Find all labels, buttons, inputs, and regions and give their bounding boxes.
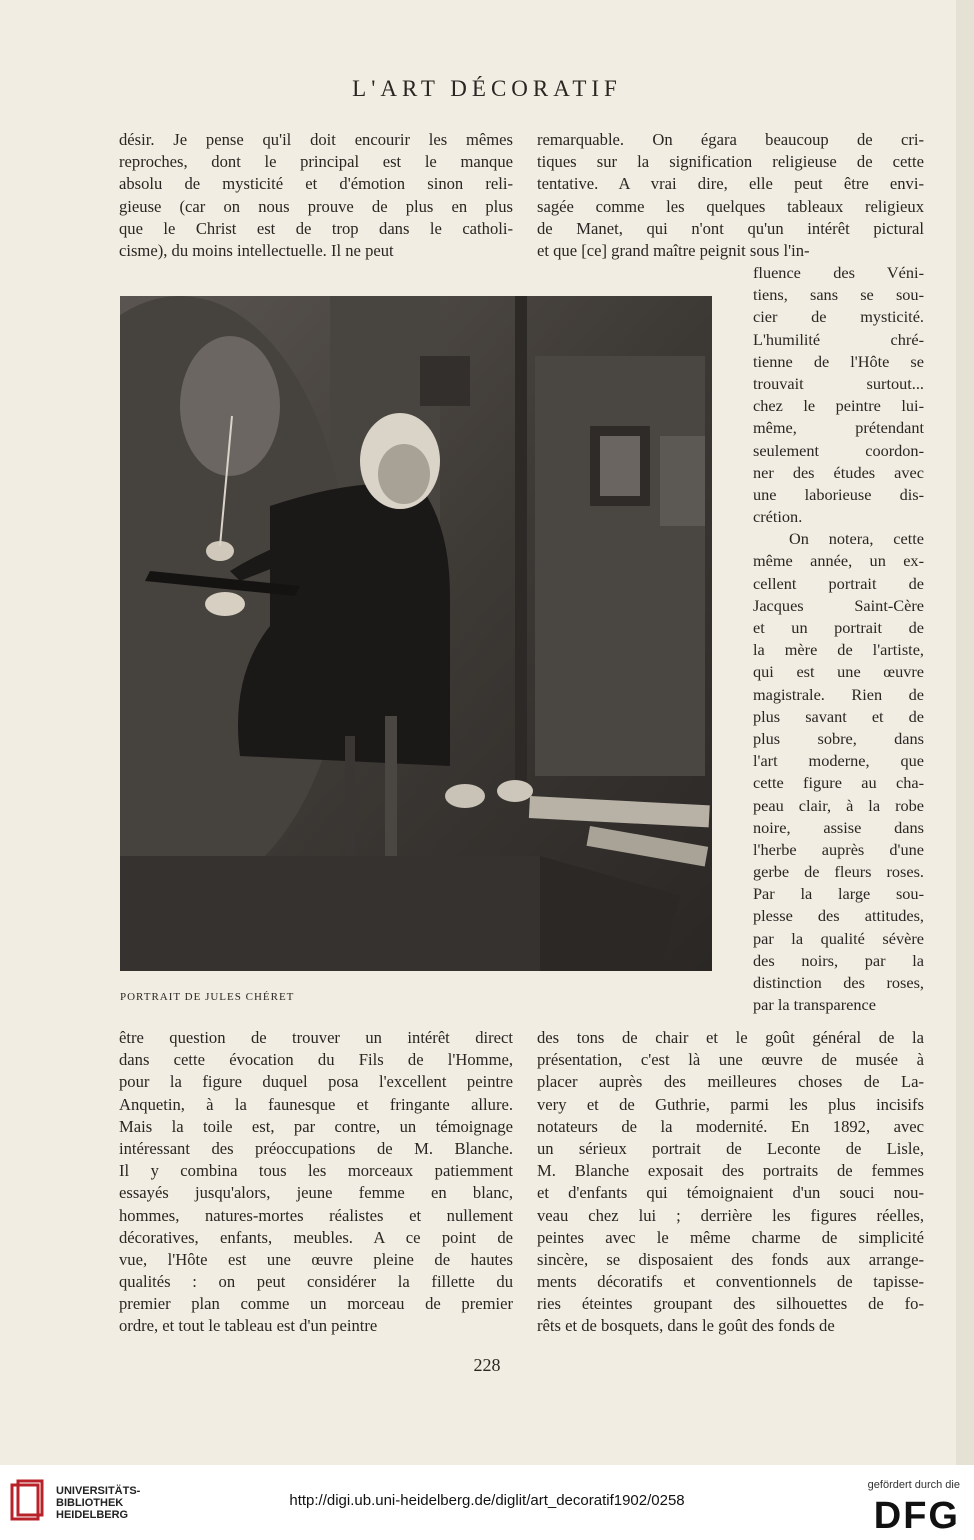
- text-line: sagée comme les quelques tableaux religieux: [537, 196, 924, 216]
- text-line: cellent portrait de: [753, 573, 924, 593]
- portrait-illustration: [120, 296, 712, 971]
- text-line: On notera, cette: [789, 529, 924, 549]
- text-line: trouvait surtout...: [753, 373, 924, 393]
- text-line: une laborieuse dis-: [753, 484, 924, 504]
- running-title: L'ART DÉCORATIF: [352, 76, 622, 101]
- text-line: L'humilité chré-: [753, 329, 924, 349]
- text-line: être question de trouver un intérêt direct: [119, 1028, 513, 1047]
- footer-bar: [0, 1465, 974, 1540]
- text-line: M. Blanche exposait des portraits de femmes: [537, 1161, 924, 1181]
- text-line: par la transparence: [753, 995, 876, 1015]
- text-line: et que [ce] grand maître peignit sous l'in-: [537, 240, 810, 260]
- text-line: cier de mysticité.: [753, 307, 924, 327]
- text-column-left-top: [119, 129, 513, 262]
- text-line: essayés jusqu'alors, jeune femme en blanc,: [119, 1183, 513, 1203]
- permalink-url[interactable]: http://digi.ub.uni-heidelberg.de/diglit/art_decoratif1902/0258: [289, 1492, 685, 1509]
- text-line: premier plan comme un morceau de premier: [119, 1294, 513, 1314]
- text-line: cisme), du moins intellectuelle. Il ne peut: [119, 240, 394, 260]
- text-line: plus savant et de: [753, 706, 924, 726]
- text-line: very et de Guthrie, parmi les plus incisifs: [537, 1094, 924, 1114]
- text-line: ordre, et tout le tableau est d'un peintre: [119, 1316, 378, 1336]
- text-line: plus sobre, dans: [753, 728, 924, 748]
- text-line: et un portrait de: [753, 618, 924, 637]
- text-line: qualités : on peut considérer la fillette du: [119, 1272, 513, 1292]
- text-line: l'herbe auprès d'une: [753, 839, 924, 859]
- text-line: chez le peintre lui-: [753, 396, 924, 416]
- text-line: hommes, natures-mortes réalistes et nullement: [119, 1205, 513, 1225]
- page-number: 228: [473, 1355, 501, 1375]
- text-line: pour la figure duquel posa l'excellent peintre: [119, 1072, 513, 1092]
- text-line: rêts et de bosquets, dans le goût des fonds de: [537, 1316, 835, 1336]
- text-line: remarquable. On égara beaucoup de cri-: [537, 130, 924, 149]
- text-column-narrow: [753, 262, 924, 1016]
- text-line: fluence des Véni-: [753, 263, 924, 282]
- text-line: ner des études avec: [753, 462, 924, 482]
- text-line: distinction des roses,: [753, 973, 924, 992]
- text-line: notateurs de la modernité. En 1892, avec: [537, 1116, 924, 1136]
- text-line: tiques sur la signification religieuse de cette: [537, 152, 924, 172]
- scan-edge: [956, 0, 974, 1465]
- text-line: qui est une œuvre: [753, 662, 924, 682]
- text-column-right-bottom: [537, 1027, 924, 1338]
- text-line: Par la large sou-: [753, 884, 924, 904]
- text-column-right-top: [537, 129, 924, 262]
- text-line: placer auprès des meilleures choses de La-: [537, 1072, 924, 1092]
- text-line: désir. Je pense qu'il doit encourir les mêmes: [119, 130, 513, 149]
- text-line: peintes avec le même charme de simplicité: [537, 1227, 924, 1247]
- text-line: gieuse (car on nous prouve de plus en plus: [119, 196, 513, 216]
- text-line: seulement coordon-: [753, 440, 924, 460]
- text-line: magistrale. Rien de: [753, 684, 924, 704]
- text-line: gerbe de fleurs roses.: [753, 862, 924, 882]
- text-line: un sérieux portrait de Leconte de Lisle,: [537, 1138, 924, 1158]
- text-line: plesse des attitudes,: [753, 906, 924, 926]
- text-line: sincère, se disposaient des fonds aux arrange-: [537, 1249, 924, 1269]
- figure-caption: PORTRAIT DE JULES CHÉRET: [120, 991, 295, 1003]
- text-line: Il y combina tous les morceaux patiemment: [119, 1161, 513, 1181]
- text-line: crétion.: [753, 507, 803, 527]
- text-line: présentation, c'est là une œuvre de musée à: [537, 1050, 924, 1070]
- text-line: Mais la toile est, par contre, un témoignage: [119, 1116, 513, 1136]
- text-line: de Manet, qui n'ont qu'un intérêt pictural: [537, 218, 924, 238]
- text-line: cette figure au cha-: [753, 773, 924, 793]
- text-line: ries éteintes groupant des silhouettes de fo-: [537, 1294, 924, 1314]
- text-line: que le Christ est de trop dans le catholi-: [119, 218, 513, 238]
- text-line: même année, un ex-: [753, 551, 924, 571]
- text-line: tienne de l'Hôte se: [753, 351, 924, 371]
- text-line: par la qualité sévère: [753, 928, 924, 948]
- text-line: Anquetin, à la faunesque et fringante allure.: [119, 1094, 513, 1114]
- text-line: même, prétendant: [753, 418, 924, 438]
- text-line: absolu de mysticité et d'émotion sinon reli-: [119, 174, 513, 194]
- university-line-3: HEIDELBERG: [56, 1509, 129, 1521]
- text-column-left-bottom: [119, 1027, 513, 1338]
- text-line: Jacques Saint-Cère: [753, 595, 924, 615]
- text-line: tentative. A vrai dire, elle peut être envi-: [537, 174, 924, 194]
- text-line: peau clair, à la robe: [753, 795, 924, 815]
- dfg-logo: DFG: [873, 1495, 960, 1537]
- text-line: reproches, dont le principal est le manque: [119, 152, 513, 172]
- text-line: ments décoratifs et conventionnels de tapisse-: [537, 1272, 924, 1292]
- text-line: veau chez lui ; derrière les figures réelles,: [537, 1205, 924, 1225]
- text-line: l'art moderne, que: [753, 751, 924, 771]
- text-line: noire, assise dans: [753, 817, 924, 837]
- text-line: dans cette évocation du Fils de l'Homme,: [119, 1050, 513, 1070]
- text-line: vue, l'Hôte est une œuvre pleine de hautes: [119, 1249, 513, 1269]
- text-line: tiens, sans se sou-: [753, 285, 924, 305]
- text-line: intéressant des préoccupations de M. Blanche.: [119, 1138, 513, 1158]
- text-line: des noirs, par la: [753, 950, 924, 970]
- university-line-1: UNIVERSITÄTS-: [56, 1485, 141, 1497]
- university-line-2: BIBLIOTHEK: [56, 1497, 124, 1509]
- text-line: des tons de chair et le goût général de la: [537, 1028, 924, 1047]
- text-line: la mère de l'artiste,: [753, 640, 924, 660]
- text-line: décoratives, enfants, meubles. A ce point de: [119, 1227, 513, 1247]
- text-line: et d'enfants qui témoignaient d'un souci nou-: [537, 1183, 924, 1203]
- funder-note: gefördert durch die: [867, 1479, 960, 1491]
